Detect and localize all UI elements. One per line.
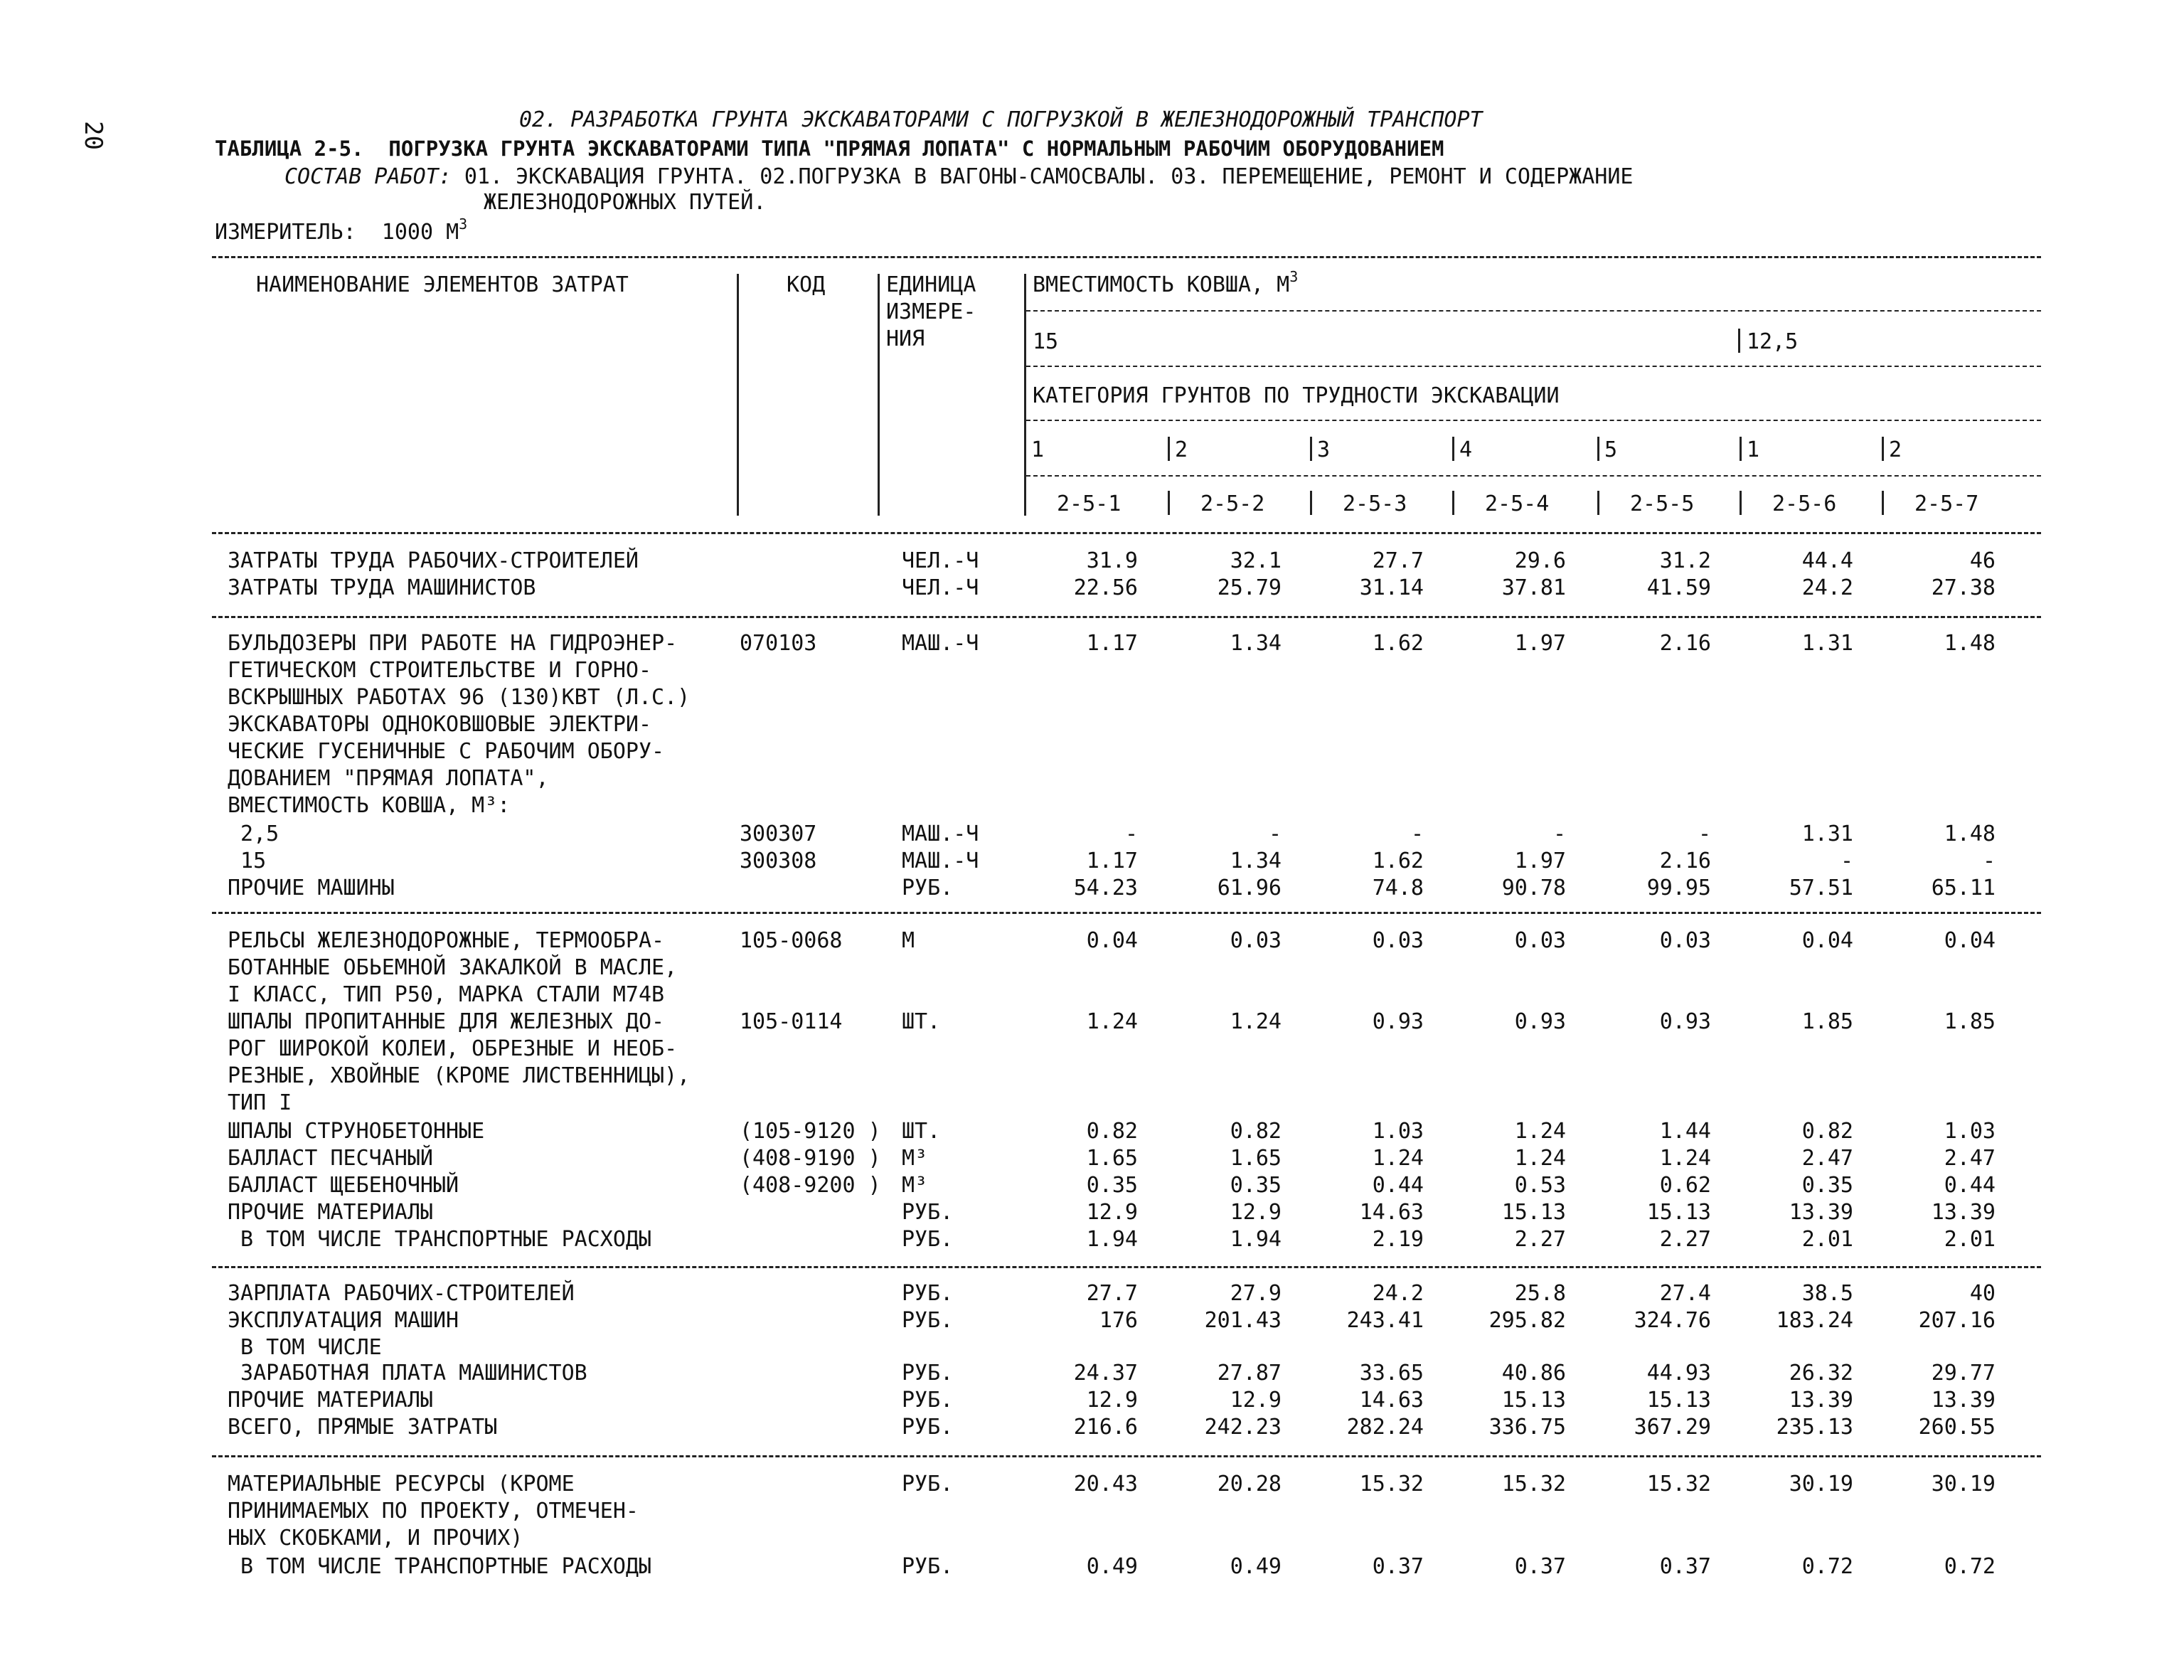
row-value: 1.65	[1230, 1146, 1282, 1171]
row-name: ЭКСКАВАТОРЫ ОДНОКОВШОВЫЕ ЭЛЕКТРИ-	[228, 712, 652, 737]
row-unit: МАШ.-Ч	[902, 631, 979, 656]
row-value: 1.31	[1801, 631, 1853, 656]
table-row	[0, 630, 2184, 657]
row-name: В ТОМ ЧИСЛЕ ТРАНСПОРТНЫЕ РАСХОДЫ	[228, 1554, 652, 1579]
row-value: 0.72	[1801, 1554, 1853, 1579]
category-cell: 4	[1459, 437, 1473, 462]
row-unit: ЧЕЛ.-Ч	[902, 575, 979, 600]
row-value: 0.82	[1801, 1119, 1853, 1144]
work-composition-line1: 01. ЭКСКАВАЦИЯ ГРУНТА. 02.ПОГРУЗКА В ВАГОНЫ-САМОСВАЛЫ. 03. ПЕРЕМЕЩЕНИЕ, РЕМОНТ И СОДЕРЖАНИЕ	[451, 164, 1634, 189]
row-value: 1.17	[1086, 631, 1138, 656]
row-value: 2.16	[1659, 849, 1711, 873]
row-value: 13.39	[1931, 1388, 1996, 1413]
row-value: 235.13	[1776, 1415, 1853, 1440]
row-value: 12.9	[1230, 1388, 1282, 1413]
measure-unit-label: ИЗМЕРИТЕЛЬ: 1000 М	[215, 220, 459, 245]
rule-header-1	[1026, 310, 2041, 312]
row-code: 105-0114	[740, 1009, 843, 1034]
table-row	[0, 1063, 2184, 1090]
row-value: 0.44	[1372, 1173, 1424, 1198]
row-name: ЗАРПЛАТА РАБОЧИХ-СТРОИТЕЛЕЙ	[228, 1281, 575, 1306]
row-value: 27.7	[1086, 1281, 1138, 1306]
section-title: 02. РАЗРАБОТКА ГРУНТА ЭКСКАВАТОРАМИ С ПОГРУЗКОЙ В ЖЕЛЕЗНОДОРОЖНЫЙ ТРАНСПОРТ	[519, 107, 1483, 132]
row-value: -	[1410, 822, 1424, 846]
row-name: ТИП I	[228, 1090, 292, 1115]
row-value: 2.16	[1659, 631, 1711, 656]
rule-section-4	[212, 1455, 2041, 1457]
table-row	[0, 1009, 2184, 1036]
row-code: 070103	[740, 631, 817, 656]
header-bucket-label: ВМЕСТИМОСТЬ КОВША, М	[1033, 272, 1290, 297]
table-row	[0, 765, 2184, 792]
row-value: 0.03	[1514, 928, 1566, 953]
row-value: 26.32	[1789, 1361, 1853, 1386]
row-value: 0.93	[1659, 1009, 1711, 1034]
row-value: 1.85	[1801, 1009, 1853, 1034]
row-value: 61.96	[1217, 876, 1282, 900]
row-unit: МАШ.-Ч	[902, 849, 979, 873]
row-value: 74.8	[1372, 876, 1424, 900]
row-name: БОТАННЫЕ ОБЬЕМНОЙ ЗАКАЛКОЙ В МАСЛЕ,	[228, 955, 678, 980]
row-value: 15.13	[1501, 1200, 1566, 1225]
rate-code-cell: 2-5-3	[1343, 491, 1407, 516]
row-unit: РУБ.	[902, 1308, 954, 1333]
category-cell: 3	[1317, 437, 1331, 462]
row-value: 65.11	[1931, 876, 1996, 900]
row-value: 0.82	[1086, 1119, 1138, 1144]
row-name: ВСКРЫШНЫХ РАБОТАХ 96 (130)КВТ (Л.С.)	[228, 685, 691, 710]
row-value: 0.93	[1372, 1009, 1424, 1034]
row-value: -	[1840, 849, 1853, 873]
row-value: 20.43	[1073, 1472, 1138, 1496]
row-value: 0.37	[1514, 1554, 1566, 1579]
header-divider-code	[737, 274, 739, 516]
row-name: ДОВАНИЕМ "ПРЯМАЯ ЛОПАТА",	[228, 766, 549, 791]
row-value: 0.35	[1801, 1173, 1853, 1198]
row-value: 15.32	[1646, 1472, 1711, 1496]
row-value: 2.47	[1944, 1146, 1996, 1171]
row-value: 207.16	[1918, 1308, 1996, 1333]
row-value: 1.24	[1372, 1146, 1424, 1171]
row-value: -	[1552, 822, 1566, 846]
row-unit: РУБ.	[902, 1227, 954, 1252]
row-value: 183.24	[1776, 1308, 1853, 1333]
row-value: 1.24	[1514, 1146, 1566, 1171]
header-unit-3: НИЯ	[886, 326, 925, 351]
table-row	[0, 1118, 2184, 1145]
row-value: 25.79	[1217, 575, 1282, 600]
category-divider	[1168, 437, 1170, 461]
row-name: ПРОЧИЕ МАТЕРИАЛЫ	[228, 1388, 433, 1413]
header-bucket-sup: 3	[1289, 268, 1299, 285]
code-divider	[1452, 491, 1454, 515]
row-value: 0.04	[1086, 928, 1138, 953]
measure-unit-sup: 3	[459, 216, 468, 233]
row-name: РОГ ШИРОКОЙ КОЛЕИ, ОБРЕЗНЫЕ И НЕОБ-	[228, 1036, 678, 1061]
row-value: 27.4	[1659, 1281, 1711, 1306]
row-value: 33.65	[1359, 1361, 1424, 1386]
rule-section-1	[212, 616, 2041, 618]
row-name: НЫХ СКОБКАМИ, И ПРОЧИХ)	[228, 1526, 523, 1551]
row-value: 176	[1099, 1308, 1138, 1333]
rate-code-cell: 2-5-7	[1914, 491, 1979, 516]
row-value: 44.93	[1646, 1361, 1711, 1386]
row-unit: М³	[902, 1146, 928, 1171]
rule-section-2	[212, 912, 2041, 914]
category-cell: 2	[1889, 437, 1902, 462]
row-value: 41.59	[1646, 575, 1711, 600]
row-name: ВСЕГО, ПРЯМЫЕ ЗАТРАТЫ	[228, 1415, 498, 1440]
category-cell: 1	[1747, 437, 1760, 462]
row-value: 24.37	[1073, 1361, 1138, 1386]
header-unit-1: ЕДИНИЦА	[886, 272, 976, 297]
table-row	[0, 1307, 2184, 1334]
table-row	[0, 548, 2184, 575]
row-name: ЗАТРАТЫ ТРУДА МАШИНИСТОВ	[228, 575, 536, 600]
measure-unit	[215, 216, 468, 246]
row-value: 12.9	[1230, 1200, 1282, 1225]
row-value: 0.04	[1801, 928, 1853, 953]
table-row	[0, 1360, 2184, 1387]
category-divider	[1024, 437, 1026, 461]
row-unit: ЧЕЛ.-Ч	[902, 548, 979, 573]
row-value: 1.34	[1230, 849, 1282, 873]
work-composition	[284, 164, 1633, 191]
category-divider	[1740, 437, 1742, 461]
row-value: -	[1124, 822, 1138, 846]
row-unit: РУБ.	[902, 1415, 954, 1440]
row-unit: М³	[902, 1173, 928, 1198]
table-row	[0, 1199, 2184, 1226]
header-code: КОД	[787, 272, 826, 297]
row-value: 1.48	[1944, 631, 1996, 656]
row-name: ВМЕСТИМОСТЬ КОВША, М³:	[228, 793, 511, 818]
row-value: 27.87	[1217, 1361, 1282, 1386]
row-value: 2.01	[1801, 1227, 1853, 1252]
row-unit: РУБ.	[902, 1361, 954, 1386]
row-name: БАЛЛАСТ ПЕСЧАНЫЙ	[228, 1146, 433, 1171]
code-divider	[1168, 491, 1170, 515]
row-value: 2.01	[1944, 1227, 1996, 1252]
row-value: 44.4	[1801, 548, 1853, 573]
row-value: 12.9	[1086, 1388, 1138, 1413]
rule-top	[212, 256, 2041, 258]
rate-code-cell: 2-5-1	[1057, 491, 1122, 516]
row-value: 30.19	[1931, 1472, 1996, 1496]
row-name: ЗАТРАТЫ ТРУДА РАБОЧИХ-СТРОИТЕЛЕЙ	[228, 548, 639, 573]
row-value: 0.72	[1944, 1554, 1996, 1579]
category-cell: 2	[1175, 437, 1188, 462]
category-divider	[1452, 437, 1454, 461]
row-value: 0.35	[1086, 1173, 1138, 1198]
row-value: 31.2	[1659, 548, 1711, 573]
row-name: ШПАЛЫ ПРОПИТАННЫЕ ДЛЯ ЖЕЛЕЗНЫХ ДО-	[228, 1009, 665, 1034]
row-value: 14.63	[1359, 1388, 1424, 1413]
row-value: 0.03	[1372, 928, 1424, 953]
code-divider	[1597, 491, 1599, 515]
row-value: 1.94	[1230, 1227, 1282, 1252]
header-unit-2: ИЗМЕРЕ-	[886, 299, 976, 324]
table-row	[0, 848, 2184, 875]
row-value: 324.76	[1634, 1308, 1711, 1333]
row-value: 13.39	[1789, 1200, 1853, 1225]
row-unit: РУБ.	[902, 1554, 954, 1579]
row-value: 1.44	[1659, 1119, 1711, 1144]
row-value: 27.38	[1931, 575, 1996, 600]
row-value: 57.51	[1789, 876, 1853, 900]
row-name: ПРОЧИЕ МАШИНЫ	[228, 876, 395, 900]
row-value: 282.24	[1346, 1415, 1424, 1440]
header-bucket-12-5: 12,5	[1747, 329, 1799, 354]
code-divider	[1310, 491, 1312, 515]
row-value: 0.49	[1086, 1554, 1138, 1579]
row-value: 0.37	[1372, 1554, 1424, 1579]
row-value: 0.82	[1230, 1119, 1282, 1144]
row-value: 29.6	[1514, 548, 1566, 573]
table-row	[0, 684, 2184, 711]
row-name: I КЛАСС, ТИП Р50, МАРКА СТАЛИ М74В	[228, 982, 665, 1007]
row-value: 2.27	[1514, 1227, 1566, 1252]
row-value: 0.93	[1514, 1009, 1566, 1034]
header-bucket-divider	[1738, 329, 1740, 353]
row-value: 38.5	[1801, 1281, 1853, 1306]
rate-code-cell: 2-5-2	[1200, 491, 1265, 516]
row-value: 1.31	[1801, 822, 1853, 846]
row-value: 0.35	[1230, 1173, 1282, 1198]
row-name: 15	[228, 849, 267, 873]
table-row	[0, 1226, 2184, 1253]
category-divider	[1597, 437, 1599, 461]
row-code: (408-9200 )	[740, 1173, 881, 1198]
table-row	[0, 1036, 2184, 1063]
row-value: 30.19	[1789, 1472, 1853, 1496]
row-value: 295.82	[1488, 1308, 1566, 1333]
row-value: 216.6	[1073, 1415, 1138, 1440]
table-row	[0, 575, 2184, 602]
row-value: 15.13	[1646, 1388, 1711, 1413]
row-value: 0.04	[1944, 928, 1996, 953]
row-value: 1.97	[1514, 849, 1566, 873]
row-name: ПРИНИМАЕМЫХ ПО ПРОЕКТУ, ОТМЕЧЕН-	[228, 1499, 639, 1524]
row-value: 54.23	[1073, 876, 1138, 900]
row-value: 0.62	[1659, 1173, 1711, 1198]
page-number: 20	[79, 121, 107, 150]
row-value: 0.37	[1659, 1554, 1711, 1579]
row-unit: МАШ.-Ч	[902, 822, 979, 846]
table-row	[0, 955, 2184, 982]
table-row	[0, 875, 2184, 902]
row-value: 1.24	[1514, 1119, 1566, 1144]
rate-code-cell: 2-5-6	[1772, 491, 1837, 516]
row-name: ШПАЛЫ СТРУНОБЕТОННЫЕ	[228, 1119, 485, 1144]
row-value: 1.94	[1086, 1227, 1138, 1252]
row-code: (105-9120 )	[740, 1119, 881, 1144]
row-value: 31.14	[1359, 575, 1424, 600]
category-divider	[1882, 437, 1884, 461]
header-bucket-15: 15	[1033, 329, 1059, 354]
row-value: 13.39	[1789, 1388, 1853, 1413]
row-name: ГЕТИЧЕСКОМ СТРОИТЕЛЬСТВЕ И ГОРНО-	[228, 658, 652, 683]
row-value: 2.47	[1801, 1146, 1853, 1171]
row-value: 15.13	[1501, 1388, 1566, 1413]
row-name: ЭКСПЛУАТАЦИЯ МАШИН	[228, 1308, 459, 1333]
header-divider-unit	[878, 274, 880, 516]
row-value: 1.85	[1944, 1009, 1996, 1034]
row-unit: РУБ.	[902, 876, 954, 900]
row-value: 367.29	[1634, 1415, 1711, 1440]
row-name: РЕЛЬСЫ ЖЕЛЕЗНОДОРОЖНЫЕ, ТЕРМООБРА-	[228, 928, 665, 953]
row-name: В ТОМ ЧИСЛЕ	[228, 1335, 382, 1360]
table-row	[0, 1525, 2184, 1552]
row-value: -	[1982, 849, 1996, 873]
row-value: 1.62	[1372, 631, 1424, 656]
row-unit: М	[902, 928, 915, 953]
row-value: 0.49	[1230, 1554, 1282, 1579]
row-value: -	[1698, 822, 1711, 846]
row-value: 12.9	[1086, 1200, 1138, 1225]
row-code: 105-0068	[740, 928, 843, 953]
row-value: 15.32	[1501, 1472, 1566, 1496]
table-row	[0, 1334, 2184, 1361]
code-divider	[1024, 491, 1026, 515]
row-value: 22.56	[1073, 575, 1138, 600]
table-row	[0, 1498, 2184, 1525]
table-row	[0, 1280, 2184, 1307]
row-value: 24.2	[1372, 1281, 1424, 1306]
row-unit: РУБ.	[902, 1281, 954, 1306]
table-row	[0, 657, 2184, 684]
rule-header-bottom	[212, 532, 2041, 534]
category-cell: 5	[1604, 437, 1618, 462]
table-row	[0, 1090, 2184, 1117]
row-value: 2.19	[1372, 1227, 1424, 1252]
row-name: МАТЕРИАЛЬНЫЕ РЕСУРСЫ (КРОМЕ	[228, 1472, 575, 1496]
row-value: 27.7	[1372, 548, 1424, 573]
row-value: 1.97	[1514, 631, 1566, 656]
row-value: 29.77	[1931, 1361, 1996, 1386]
row-unit: РУБ.	[902, 1200, 954, 1225]
table-row	[0, 982, 2184, 1009]
row-code: (408-9190 )	[740, 1146, 881, 1171]
row-value: 1.48	[1944, 822, 1996, 846]
row-value: 201.43	[1204, 1308, 1282, 1333]
header-bucket	[1033, 268, 1299, 299]
table-row	[0, 1387, 2184, 1414]
row-value: 20.28	[1217, 1472, 1282, 1496]
row-value: 1.24	[1086, 1009, 1138, 1034]
table-row	[0, 1172, 2184, 1199]
work-composition-label: СОСТАВ РАБОТ:	[284, 164, 452, 189]
row-value: 40	[1969, 1281, 1996, 1306]
table-row	[0, 1414, 2184, 1441]
row-value: 1.03	[1944, 1119, 1996, 1144]
row-value: 260.55	[1918, 1415, 1996, 1440]
row-value: 90.78	[1501, 876, 1566, 900]
row-name: БАЛЛАСТ ЩЕБЕНОЧНЫЙ	[228, 1173, 459, 1198]
row-value: 1.62	[1372, 849, 1424, 873]
row-value: 24.2	[1801, 575, 1853, 600]
table-row	[0, 821, 2184, 848]
rule-section-3	[212, 1266, 2041, 1268]
row-value: 14.63	[1359, 1200, 1424, 1225]
rate-code-cell: 2-5-5	[1630, 491, 1695, 516]
category-divider	[1310, 437, 1312, 461]
row-name: ЧЕСКИЕ ГУСЕНИЧНЫЕ С РАБОЧИМ ОБОРУ-	[228, 739, 665, 764]
row-value: 243.41	[1346, 1308, 1424, 1333]
row-value: -	[1268, 822, 1282, 846]
row-unit: ШТ.	[902, 1009, 941, 1034]
table-row	[0, 1471, 2184, 1498]
row-value: 1.24	[1230, 1009, 1282, 1034]
row-value: 13.39	[1931, 1200, 1996, 1225]
row-name: 2,5	[228, 822, 279, 846]
row-unit: ШТ.	[902, 1119, 941, 1144]
row-value: 336.75	[1488, 1415, 1566, 1440]
table-row	[0, 927, 2184, 955]
row-unit: РУБ.	[902, 1472, 954, 1496]
table-row	[0, 792, 2184, 819]
row-value: 46	[1969, 548, 1996, 573]
row-name: ПРОЧИЕ МАТЕРИАЛЫ	[228, 1200, 433, 1225]
row-value: 0.44	[1944, 1173, 1996, 1198]
row-value: 1.17	[1086, 849, 1138, 873]
row-name: ЗАРАБОТНАЯ ПЛАТА МАШИНИСТОВ	[228, 1361, 587, 1386]
table-row	[0, 1145, 2184, 1172]
rate-code-cell: 2-5-4	[1485, 491, 1550, 516]
row-value: 242.23	[1204, 1415, 1282, 1440]
rule-header-2	[1026, 366, 2041, 367]
row-value: 1.65	[1086, 1146, 1138, 1171]
code-divider	[1882, 491, 1884, 515]
row-value: 0.03	[1230, 928, 1282, 953]
row-name: РЕЗНЫЕ, ХВОЙНЫЕ (КРОМЕ ЛИСТВЕННИЦЫ),	[228, 1063, 691, 1088]
row-value: 0.03	[1659, 928, 1711, 953]
category-cell: 1	[1031, 437, 1045, 462]
row-value: 99.95	[1646, 876, 1711, 900]
row-name: БУЛЬДОЗЕРЫ ПРИ РАБОТЕ НА ГИДРОЭНЕР-	[228, 631, 678, 656]
row-value: 37.81	[1501, 575, 1566, 600]
row-value: 15.32	[1359, 1472, 1424, 1496]
work-composition-line2: ЖЕЛЕЗНОДОРОЖНЫХ ПУТЕЙ.	[484, 190, 767, 215]
row-value: 40.86	[1501, 1361, 1566, 1386]
table-row	[0, 711, 2184, 738]
row-value: 25.8	[1514, 1281, 1566, 1306]
row-value: 32.1	[1230, 548, 1282, 573]
header-category: КАТЕГОРИЯ ГРУНТОВ ПО ТРУДНОСТИ ЭКСКАВАЦИИ	[1033, 383, 1560, 408]
row-code: 300307	[740, 822, 817, 846]
row-value: 27.9	[1230, 1281, 1282, 1306]
row-value: 1.24	[1659, 1146, 1711, 1171]
row-value: 1.03	[1372, 1119, 1424, 1144]
row-code: 300308	[740, 849, 817, 873]
table-title: ТАБЛИЦА 2-5. ПОГРУЗКА ГРУНТА ЭКСКАВАТОРАМИ ТИПА "ПРЯМАЯ ЛОПАТА" С НОРМАЛЬНЫМ РАБОЧИМ ОБОРУДОВАНИЕМ	[215, 137, 1444, 161]
row-name: В ТОМ ЧИСЛЕ ТРАНСПОРТНЫЕ РАСХОДЫ	[228, 1227, 652, 1252]
row-value: 31.9	[1086, 548, 1138, 573]
row-value: 0.53	[1514, 1173, 1566, 1198]
row-value: 15.13	[1646, 1200, 1711, 1225]
header-name: НАИМЕНОВАНИЕ ЭЛЕМЕНТОВ ЗАТРАТ	[256, 272, 629, 297]
code-divider	[1740, 491, 1742, 515]
row-value: 2.27	[1659, 1227, 1711, 1252]
rule-header-4	[1026, 475, 2041, 477]
row-unit: РУБ.	[902, 1388, 954, 1413]
rule-header-3	[1026, 420, 2041, 421]
table-row	[0, 1553, 2184, 1580]
table-row	[0, 738, 2184, 765]
row-value: 1.34	[1230, 631, 1282, 656]
